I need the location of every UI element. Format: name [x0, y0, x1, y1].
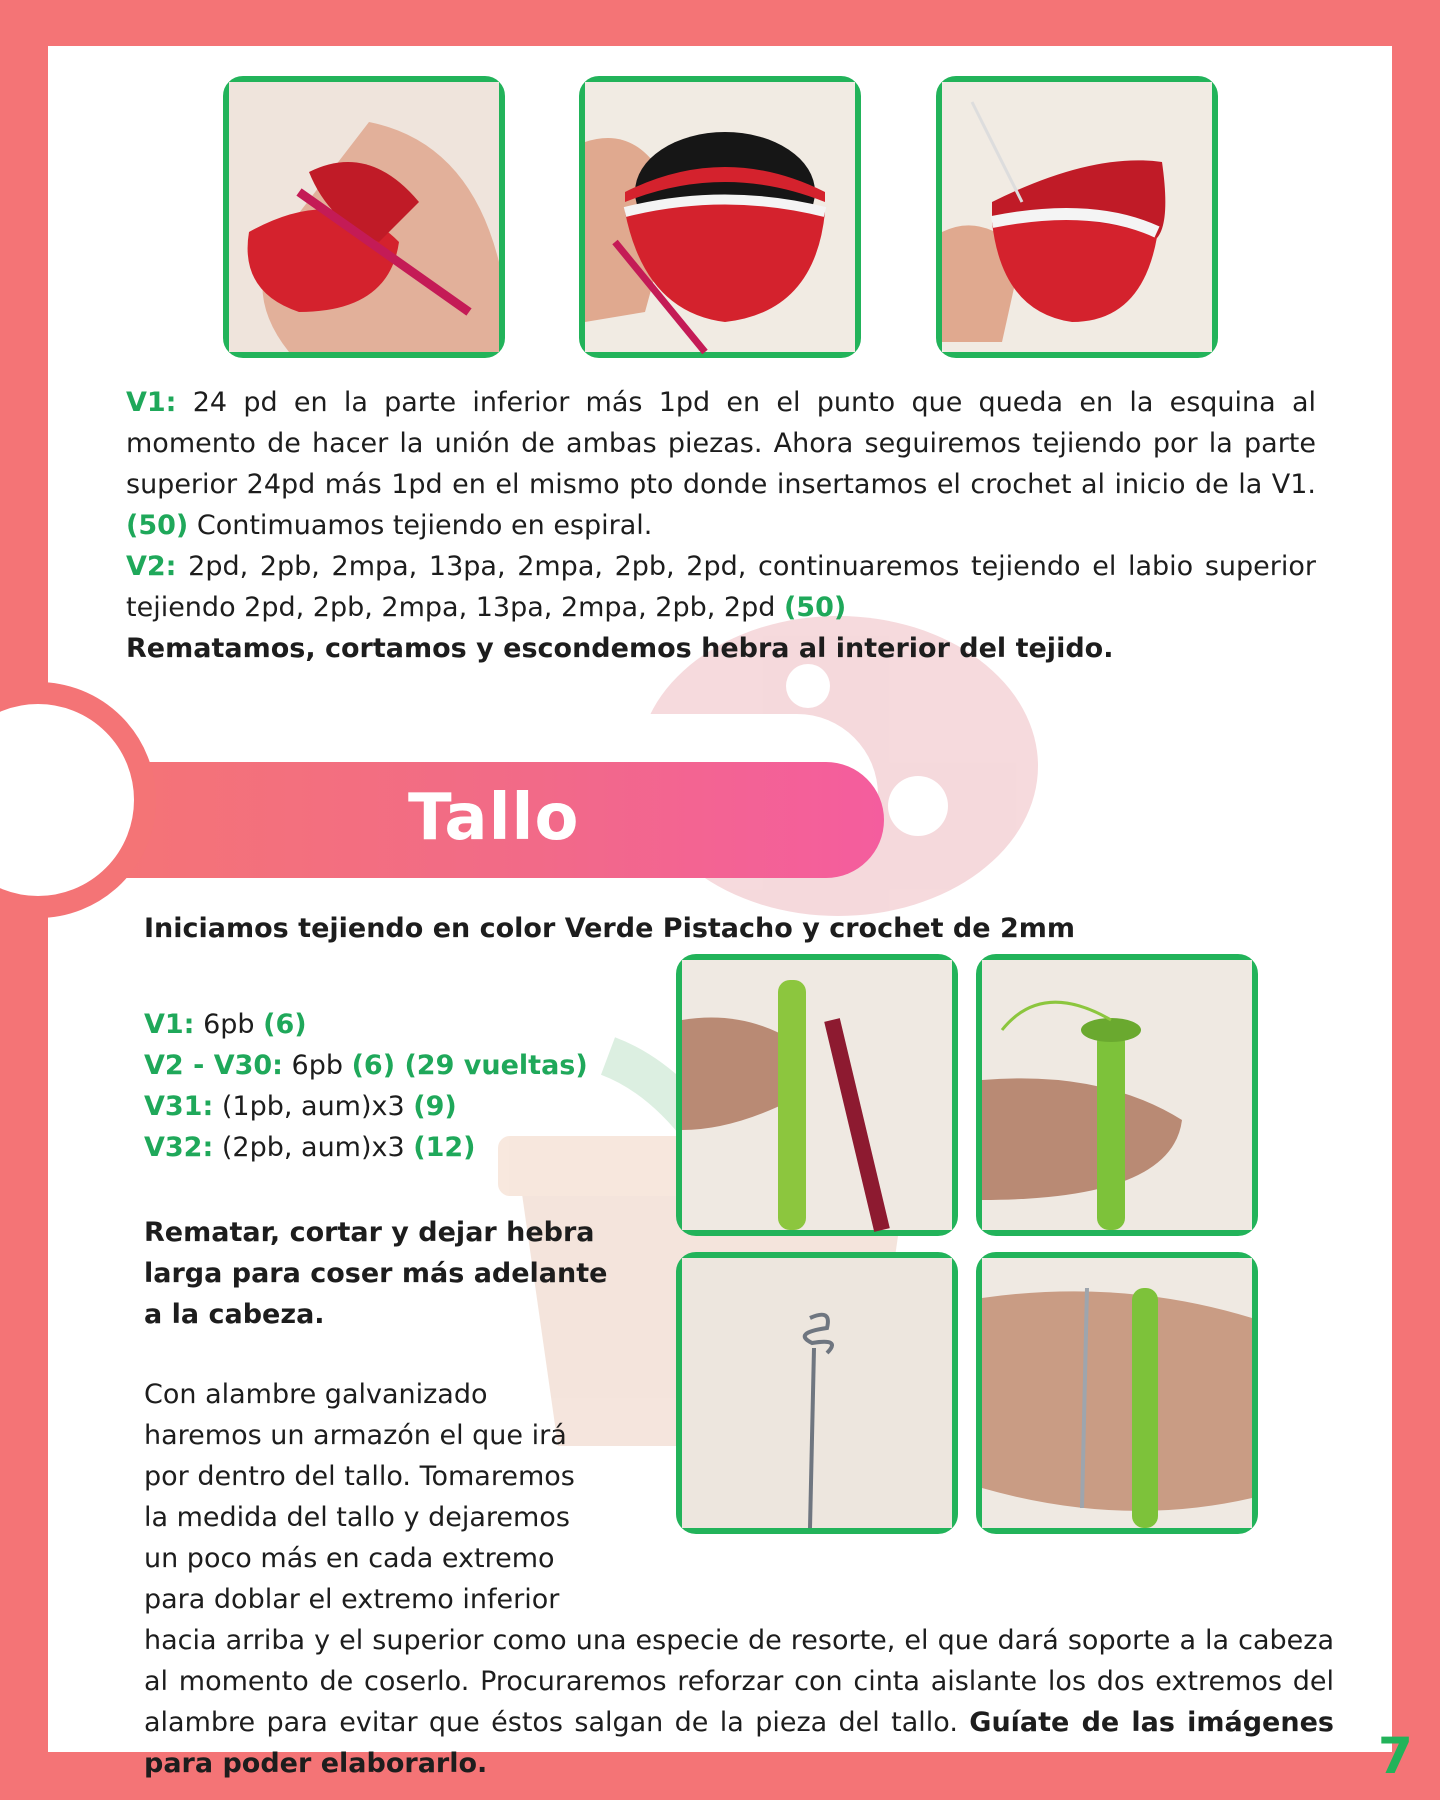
page-number: 7: [1378, 1727, 1413, 1785]
finish-instruction: [144, 1212, 607, 1335]
finish-line: a la cabeza.: [144, 1299, 325, 1330]
photo-white-edge: [579, 76, 861, 358]
photo-stem-crochet: [676, 954, 958, 1236]
wire-paragraph: [144, 1620, 1334, 1784]
round-text: 2pd, 2pb, 2mpa, 13pa, 2mpa, 2pb, 2pd, continuaremos tejiendo el labio superior tejiendo 2pd, 2pb, 2mpa, 13pa, 2mpa, 2pb, 2pd: [126, 551, 1316, 623]
photo-finished-mouth: [936, 76, 1218, 358]
finish-line: larga para coser más adelante: [144, 1258, 608, 1289]
round-label: V2 - V30:: [144, 1050, 283, 1081]
photo-lips-joining: [223, 76, 505, 358]
wire-line: un poco más en cada extremo: [144, 1543, 555, 1574]
round-line: [144, 1127, 588, 1168]
stitch-count: (50): [126, 510, 189, 541]
round-text: 6pb: [194, 1009, 264, 1040]
round-label: V2:: [126, 551, 177, 582]
round-text: 6pb: [282, 1050, 352, 1081]
section-title: Tallo: [408, 781, 580, 855]
round-label: V1:: [144, 1009, 195, 1040]
wire-line: la medida del tallo y dejaremos: [144, 1502, 570, 1533]
round-text: (2pb, aum)x3: [213, 1132, 414, 1163]
round-v2-paragraph: [126, 546, 1316, 628]
round-label: V32:: [144, 1132, 214, 1163]
wire-bold-note: Guíate de las imágenes para poder elaborarlo.: [144, 1707, 1334, 1779]
photo-stem-finished: [976, 954, 1258, 1236]
round-v1-paragraph: [126, 382, 1316, 546]
round-text: (1pb, aum)x3: [213, 1091, 414, 1122]
banner-ring: [0, 682, 156, 918]
round-line: [144, 1004, 588, 1045]
round-list: [144, 1004, 588, 1168]
round-text-tail: Contimuamos tejiendo en espiral.: [188, 510, 653, 541]
round-label: V31:: [144, 1091, 214, 1122]
round-text: 24 pd en la parte inferior más 1pd en el punto que queda en la esquina al momento de hacer la unión de ambas piezas. Ahora seguiremos tejiendo por la parte superior 24pd más 1pd en el mismo pto donde insertamos el crochet al inicio de la V1.: [126, 387, 1316, 500]
photo-wire-spring: [676, 1252, 958, 1534]
wire-instructions: [144, 1374, 575, 1620]
wire-line: por dentro del tallo. Tomaremos: [144, 1461, 575, 1492]
closing-instruction: Rematamos, cortamos y escondemos hebra al interior del tejido.: [126, 633, 1114, 664]
stitch-count: (50): [783, 592, 847, 623]
photo-wire-and-stem: [976, 1252, 1258, 1534]
finish-line: Rematar, cortar y dejar hebra: [144, 1217, 595, 1248]
round-label: V1:: [126, 387, 177, 418]
round-line: [144, 1086, 588, 1127]
round-line: [144, 1045, 588, 1086]
stitch-count: (12): [413, 1132, 476, 1163]
stitch-count: (6): [263, 1009, 307, 1040]
wire-line: Con alambre galvanizado: [144, 1379, 488, 1410]
wire-line: haremos un armazón el que irá: [144, 1420, 567, 1451]
stitch-count: (9): [413, 1091, 457, 1122]
tallo-intro: Iniciamos tejiendo en color Verde Pistacho y crochet de 2mm: [144, 913, 1076, 944]
wire-line: para doblar el extremo inferior: [144, 1584, 560, 1615]
page: [48, 46, 1413, 1785]
wire-text: hacia arriba y el superior como una especie de resorte, el que dará soporte a la cabeza al momento de coserlo. Procuraremos reforzar con cinta aislante los dos extremos del alambre para evitar que éstos salgan de la pieza del tallo.: [144, 1625, 1334, 1738]
stitch-count: (6) (29 vueltas): [351, 1050, 588, 1081]
